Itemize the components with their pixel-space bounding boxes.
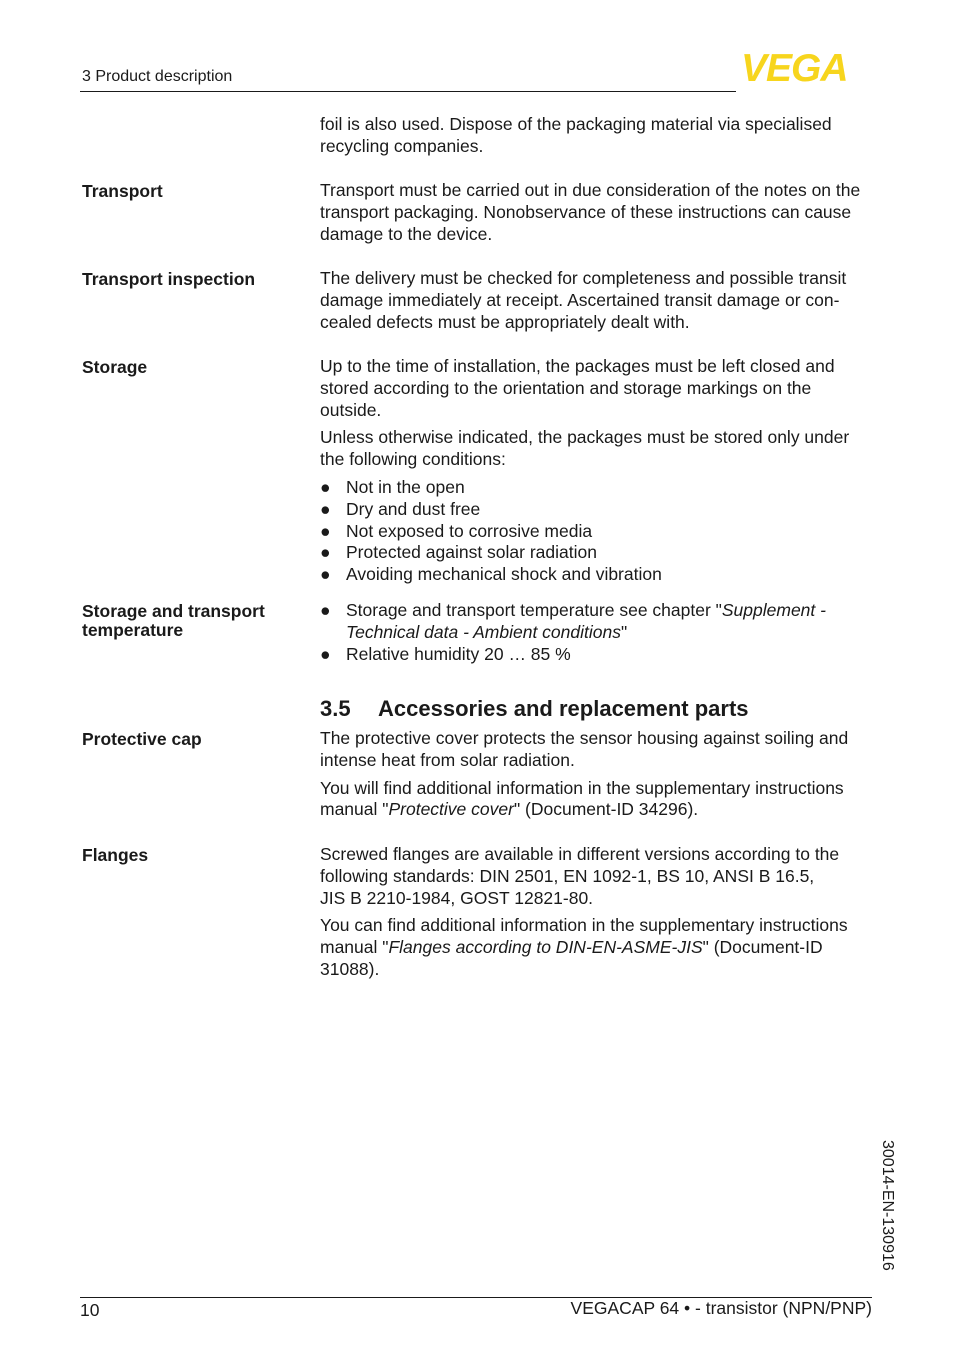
logo-text: VEGA — [741, 50, 848, 84]
storage-temperature-list — [320, 600, 875, 665]
flanges-text: Screwed flanges are available in different versions according to the following standards: DIN 2501, EN 1092-1, BS 10, ANSI B 16.5, JIS B 2210-1984, GOST 12821-80. You can find additional information in the supplementary instructions manual "Flanges according to DIN-EN-ASME-JIS" (Document-ID 31088). — [320, 844, 848, 979]
list-item: ● Relative humidity 20 … 85 % — [320, 643, 571, 664]
bullet-icon: ● — [320, 564, 331, 585]
storage-temperature-text — [320, 600, 875, 665]
section-title: Accessories and replacement parts — [378, 696, 749, 721]
bullet-icon: ● — [320, 520, 331, 541]
header-section-title: 3 Product description — [82, 68, 233, 85]
section-number: 3.5 — [320, 696, 351, 721]
storage-temperature-label: Storage and transport temperature — [82, 601, 265, 640]
bullet-icon: ● — [320, 542, 331, 563]
protective-cap-label: Protective cap — [82, 729, 202, 749]
bullet-icon: ● — [320, 498, 331, 519]
bullet-icon: ● — [320, 600, 331, 620]
document-id: 30014-EN-130916 — [879, 1140, 896, 1271]
vega-logo — [741, 50, 873, 84]
list-item: ● Avoiding mechanical shock and vibration — [320, 564, 662, 585]
header-divider — [80, 91, 736, 92]
list-item: ● Not exposed to corrosive media — [320, 520, 593, 541]
section-heading — [320, 696, 749, 722]
list-item: ● Dry and dust free — [320, 498, 481, 519]
storage-label: Storage — [82, 357, 148, 377]
transport-label: Transport — [82, 181, 163, 201]
list-item: ● Storage and transport temperature see chapter "Supplement - Technical data - Ambient conditions" — [320, 600, 826, 642]
storage-conditions-list — [320, 477, 875, 586]
list-item: ● Not in the open — [320, 476, 465, 497]
storage-text: Up to the time of installation, the packages must be left closed and stored according to the orientation and storage markings on the outside. Unless otherwise indicated, the packages must be stored only under the following conditions: ● Not in the open ● Dry and dust free ● Not exposed to corrosive media ● Protected against solar radiation ● Avoiding mechanical shock and vibration — [320, 356, 875, 586]
footer-product-name: VEGACAP 64 • - transistor (NPN/PNP) — [570, 1298, 872, 1318]
transport-inspection-text: The delivery must be checked for completeness and possible transit damage immediately at receipt. Ascertained transit damage or con-cealed defects must be appropriately dealt with. — [320, 268, 847, 332]
transport-text: Transport must be carried out in due consideration of the notes on the transport packaging. Nonobservance of these instructions can cause damage to the device. — [320, 180, 861, 244]
bullet-icon: ● — [320, 643, 331, 664]
list-item: ● Protected against solar radiation — [320, 542, 597, 563]
page-number: 10 — [80, 1300, 100, 1320]
transport-inspection-label: Transport inspection — [82, 269, 256, 289]
bullet-icon: ● — [320, 476, 331, 497]
protective-cap-text: The protective cover protects the sensor housing against soiling and intense heat from solar radiation. You will find additional information in the supplementary instructions manual "Protective cover" (Document-ID 34296). — [320, 728, 849, 820]
flanges-label: Flanges — [82, 845, 149, 865]
intro-text: foil is also used. Dispose of the packaging material via specialised recycling companies. — [320, 114, 832, 156]
